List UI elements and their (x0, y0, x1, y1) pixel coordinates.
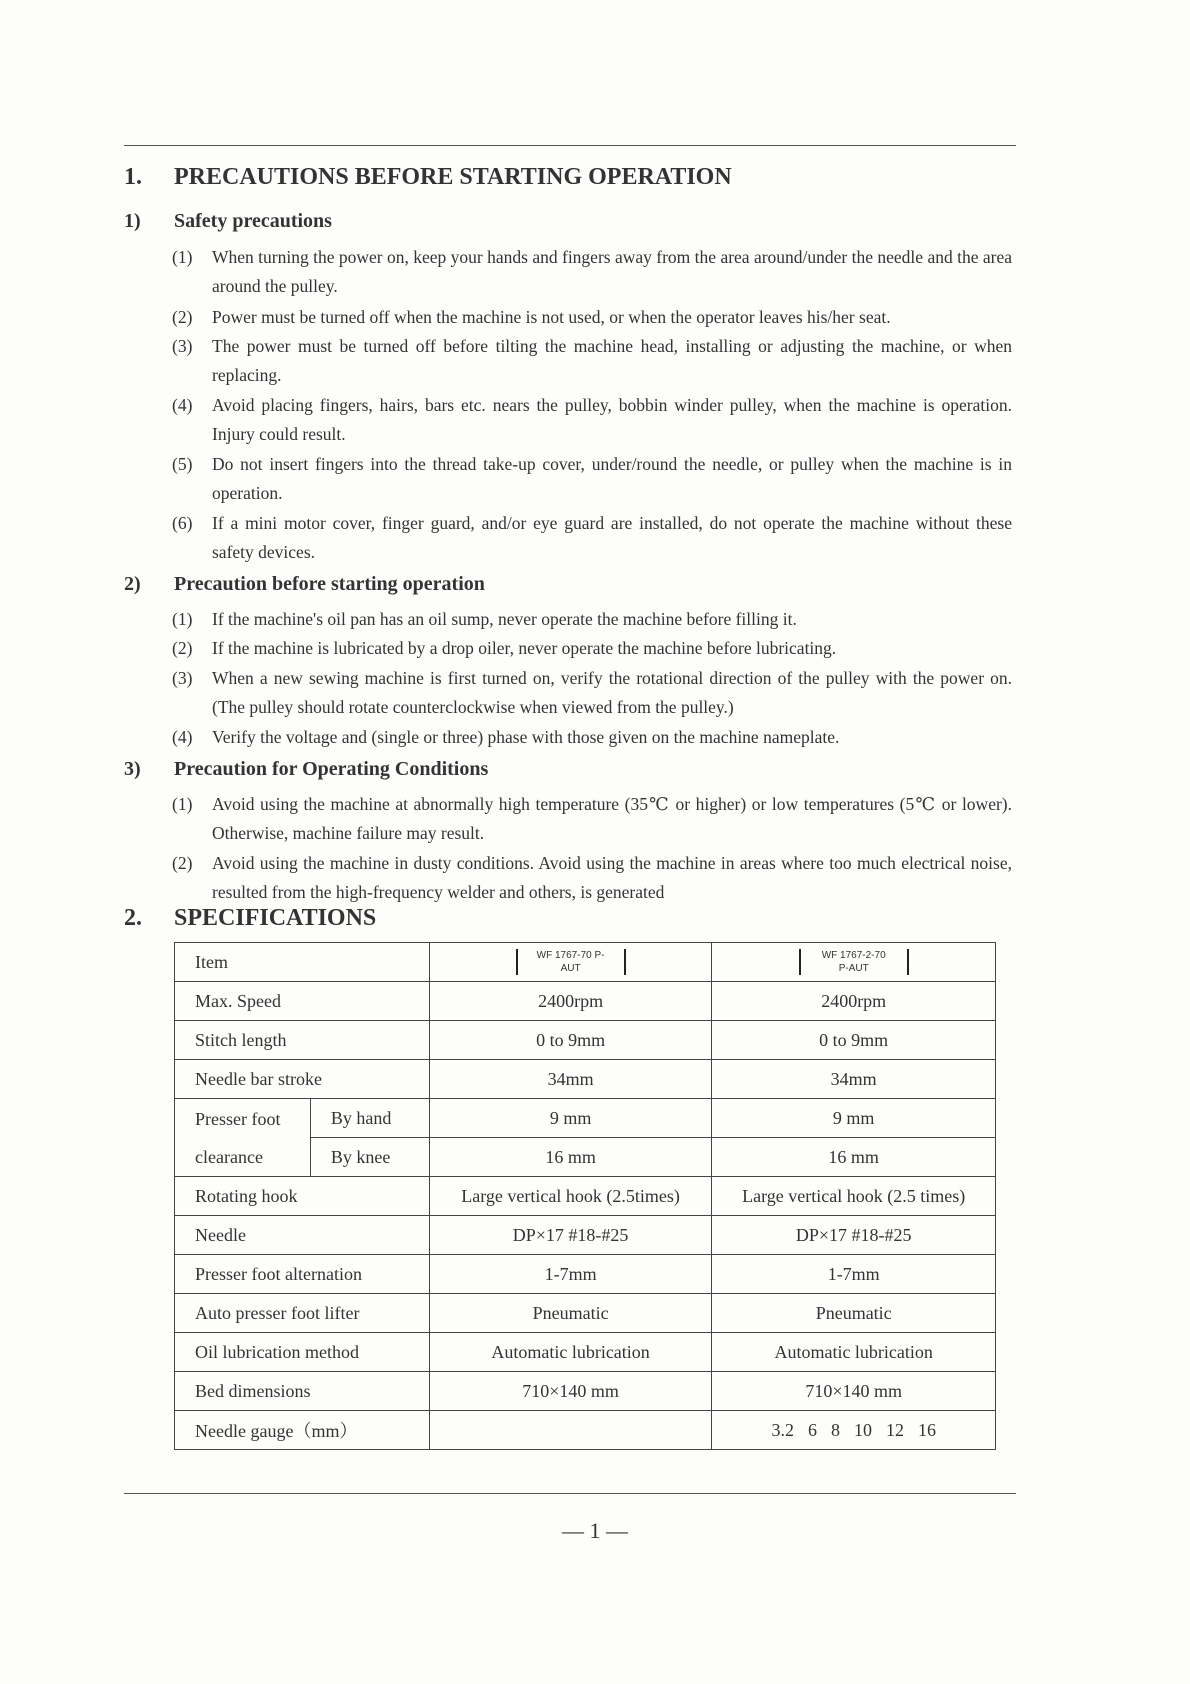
header-model-2 (712, 943, 996, 982)
item-text: When turning the power on, keep your hands and fingers away from the area around/under the needle and the area around the pulley. (212, 247, 1012, 296)
subsection-2-heading (124, 573, 485, 596)
item-number: (3) (172, 668, 193, 688)
row-label: Needle (175, 1216, 430, 1255)
item-text: Avoid using the machine at abnormally high temperature (35℃ or higher) or low temperatures (5℃ or lower). Otherwise, machine failure may result. (212, 794, 1012, 843)
cell-value: 34mm (429, 1060, 712, 1099)
item-text: When a new sewing machine is first turned on, verify the rotational direction of the pulley with the power on. (The pulley should rotate counterclockwise when viewed from the pulley.) (212, 668, 1012, 717)
item-number: (1) (172, 247, 193, 267)
cell-value: Large vertical hook (2.5 times) (712, 1177, 996, 1216)
item-number: (4) (172, 395, 193, 415)
operation-item-2 (172, 634, 1012, 663)
cell-value: 0 to 9mm (712, 1021, 996, 1060)
section-1-heading (124, 164, 732, 191)
section-number: 2. (124, 905, 142, 931)
subsection-title: Precaution before starting operation (174, 573, 485, 595)
safety-item-2 (172, 303, 1012, 332)
gauge-value: 8 (830, 1419, 840, 1440)
subsection-number: 1) (124, 210, 141, 232)
cell-value: 710×140 mm (712, 1372, 996, 1411)
safety-item-3 (172, 332, 1012, 390)
table-row (175, 1333, 996, 1372)
row-label: Max. Speed (175, 982, 430, 1021)
item-number: (1) (172, 794, 193, 814)
safety-item-4 (172, 391, 1012, 449)
table-row (175, 1060, 996, 1099)
sub-label: By hand (310, 1099, 429, 1138)
item-text: The power must be turned off before tilting the machine head, installing or adjusting the machine, or when replacing. (212, 336, 1012, 385)
item-text: If the machine's oil pan has an oil sump, never operate the machine before filling it. (212, 609, 797, 629)
row-label: Needle bar stroke (175, 1060, 430, 1099)
gauge-value: 16 (917, 1419, 936, 1440)
needle-gauge-values (712, 1411, 996, 1450)
section-title: SPECIFICATIONS (174, 905, 377, 931)
cell-value: DP×17 #18-#25 (429, 1216, 712, 1255)
gauge-value: 3.2 (771, 1419, 794, 1440)
cell-value: Pneumatic (712, 1294, 996, 1333)
row-label: Bed dimensions (175, 1372, 430, 1411)
safety-item-5 (172, 450, 1012, 508)
item-text: Verify the voltage and (single or three) phase with those given on the machine nameplate. (212, 727, 840, 747)
item-number: (1) (172, 609, 193, 629)
cell-value: 1-7mm (712, 1255, 996, 1294)
top-rule (124, 145, 1016, 146)
item-text: If a mini motor cover, finger guard, and/or eye guard are installed, do not operate the machine without these safety devices. (212, 513, 1012, 562)
row-label: Needle gauge（mm） (175, 1411, 430, 1450)
item-number: (6) (172, 513, 193, 533)
cell-value (429, 1411, 712, 1450)
row-label-presser-foot-clearance (175, 1099, 311, 1177)
cell-value: 2400rpm (712, 982, 996, 1021)
model-1-label: WF 1767-70 P-AUT (516, 949, 626, 975)
item-number: (2) (172, 638, 193, 658)
operation-item-3 (172, 664, 1012, 722)
item-number: (4) (172, 727, 193, 747)
cell-value: 9 mm (712, 1099, 996, 1138)
subsection-number: 2) (124, 573, 141, 595)
table-row (175, 943, 996, 982)
label-line: Presser foot (195, 1108, 281, 1129)
header-model-1 (429, 943, 712, 982)
safety-item-6 (172, 509, 1012, 567)
table-row (175, 1177, 996, 1216)
gauge-value: 12 (885, 1419, 904, 1440)
table-row (175, 1411, 996, 1450)
item-text: If the machine is lubricated by a drop oiler, never operate the machine before lubricating. (212, 638, 837, 658)
subsection-1-heading (124, 210, 332, 233)
cell-value: 1-7mm (429, 1255, 712, 1294)
gauge-value: 10 (853, 1419, 872, 1440)
row-label: Oil lubrication method (175, 1333, 430, 1372)
table-row (175, 1294, 996, 1333)
safety-item-1 (172, 243, 1012, 301)
label-line: clearance (195, 1146, 263, 1167)
cell-value: Pneumatic (429, 1294, 712, 1333)
table-row (175, 1255, 996, 1294)
cell-value: 2400rpm (429, 982, 712, 1021)
conditions-item-1 (172, 790, 1012, 848)
subsection-number: 3) (124, 758, 141, 780)
item-text: Power must be turned off when the machine is not used, or when the operator leaves his/her seat. (212, 307, 891, 327)
gauge-value: 6 (807, 1419, 817, 1440)
header-item: Item (175, 943, 430, 982)
item-text: Avoid using the machine in dusty conditions. Avoid using the machine in areas where too much electrical noise, resulted from the high-frequency welder and others, is generated (212, 853, 1012, 902)
operation-item-4 (172, 723, 1012, 752)
cell-value: 710×140 mm (429, 1372, 712, 1411)
cell-value: 9 mm (429, 1099, 712, 1138)
cell-value: Automatic lubrication (429, 1333, 712, 1372)
model-2-label: WF 1767-2-70 P-AUT (799, 949, 909, 975)
table-row (175, 1372, 996, 1411)
sub-label: By knee (310, 1138, 429, 1177)
section-2-heading (124, 905, 376, 932)
item-text: Do not insert fingers into the thread take-up cover, under/round the needle, or pulley when the machine is in operation. (212, 454, 1012, 503)
section-number: 1. (124, 164, 142, 190)
section-title: PRECAUTIONS BEFORE STARTING OPERATION (174, 164, 732, 190)
row-label: Presser foot alternation (175, 1255, 430, 1294)
page-number: — 1 — (562, 1518, 628, 1543)
cell-value: Large vertical hook (2.5times) (429, 1177, 712, 1216)
cell-value: 16 mm (429, 1138, 712, 1177)
item-text: Avoid placing fingers, hairs, bars etc. nears the pulley, bobbin winder pulley, when the machine is operation. Injury could result. (212, 395, 1012, 444)
table-row (175, 1021, 996, 1060)
cell-value: DP×17 #18-#25 (712, 1216, 996, 1255)
subsection-title: Precaution for Operating Conditions (174, 758, 489, 780)
subsection-title: Safety precautions (174, 210, 332, 232)
row-label: Auto presser foot lifter (175, 1294, 430, 1333)
item-number: (5) (172, 454, 193, 474)
specifications-table (174, 942, 996, 1450)
operation-item-1 (172, 605, 1012, 634)
item-number: (2) (172, 307, 193, 327)
cell-value: Automatic lubrication (712, 1333, 996, 1372)
row-label: Stitch length (175, 1021, 430, 1060)
cell-value: 16 mm (712, 1138, 996, 1177)
cell-value: 34mm (712, 1060, 996, 1099)
table-row (175, 1099, 996, 1138)
conditions-item-2 (172, 849, 1012, 907)
item-number: (3) (172, 336, 193, 356)
subsection-3-heading (124, 758, 488, 781)
row-label: Rotating hook (175, 1177, 430, 1216)
table-row (175, 982, 996, 1021)
bottom-rule (124, 1493, 1016, 1494)
item-number: (2) (172, 853, 193, 873)
table-row (175, 1216, 996, 1255)
cell-value: 0 to 9mm (429, 1021, 712, 1060)
